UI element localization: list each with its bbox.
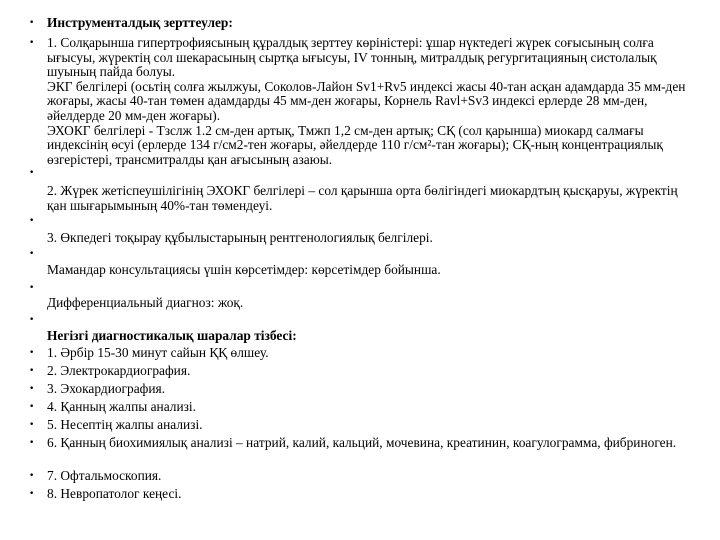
list-item-text: 5. Несептің жалпы анализі. bbox=[47, 417, 203, 432]
bullet-icon: • bbox=[29, 216, 35, 226]
paragraph-lvh-findings: 1. Солқарынша гипертрофиясының құралдық зерттеу көріністері: ұшар нүктедегі жүрек соғысының солға ығысуы, жүректің сол шекарасының сыртқа ығысуы, IV тонның, митралдық регургитацияның систолалық шуының пайда болуы. bbox=[47, 35, 657, 80]
list-item-text: 8. Невропатолог кеңесі. bbox=[47, 486, 182, 501]
list-item-text: 4. Қанның жалпы анализі. bbox=[47, 399, 196, 414]
section-heading-diagnostic-measures: Негізгі диагностикалық шаралар тізбесі: bbox=[47, 328, 297, 343]
paragraph-consultation: Мамандар консультациясы үшін көрсетімдер: көрсетімдер бойынша. bbox=[47, 262, 441, 277]
bullet-icon: • bbox=[29, 18, 35, 28]
bullet-icon: • bbox=[29, 168, 35, 178]
list-item-text: 1. Әрбір 15-30 минут сайын ҚҚ өлшеу. bbox=[47, 345, 269, 360]
bullet-icon: • bbox=[29, 384, 35, 394]
bullet-icon: • bbox=[29, 38, 35, 48]
list-item-text: 6. Қанның биохимиялық анализі – натрий, калий, кальций, мочевина, креатинин, коагулограмма, фибриноген. bbox=[47, 435, 677, 450]
bullet-icon: • bbox=[29, 283, 35, 293]
bullet-icon: • bbox=[29, 420, 35, 430]
bullet-icon: • bbox=[29, 402, 35, 412]
bullet-icon: • bbox=[29, 366, 35, 376]
list-item-text: 3. Эхокардиография. bbox=[47, 381, 166, 396]
list-item-text: 2. Электрокардиография. bbox=[47, 363, 191, 378]
section-heading-instrumental: Инструменталдық зерттеулер: bbox=[47, 15, 233, 30]
bullet-icon: • bbox=[29, 438, 35, 448]
paragraph-heart-failure-echo: 2. Жүрек жетіспеушілігінің ЭХОКГ белгілері – сол қарынша орта бөлігіндегі миокардтың қысқаруы, жүректің қан шығарымының 40%-тан төмендеуі. bbox=[47, 183, 678, 213]
paragraph-xray-signs: 3. Өкпедегі тоқырау құбылыстарының рентгенологиялық белгілері. bbox=[47, 230, 433, 245]
paragraph-echo-signs: ЭХОКГ белгілері - Тзслж 1.2 см-ден артық, Тмжп 1,2 см-ден артық; СҚ (сол қарынша) миокард салмағы индексінің өсуі (ерлерде 134 г/см2-тен жоғары, әйелдерде 110 г/см²-тан жоғары); СҚ-ның концентрациялық өзгерістері, трансмитралды қан ағысының азаюы. bbox=[47, 122, 663, 167]
paragraph-differential: Дифференциальный диагноз: жоқ. bbox=[47, 295, 244, 310]
bullet-icon: • bbox=[29, 315, 35, 325]
bullet-icon: • bbox=[29, 249, 35, 259]
bullet-icon: • bbox=[29, 471, 35, 481]
bullet-icon: • bbox=[29, 489, 35, 499]
paragraph-ecg-signs: ЭКГ белгілері (осьтің солға жылжуы, Соколов-Лайон Sv1+Rv5 индексі жасы 40-тан асқан адамдарда 35 мм-ден жоғары, жасы 40-тан төмен адамдарды 45 мм-ден жоғары, Корнель Ravl+Sv3 индексі ерлерде 28 мм-ден, әйелдерде 20 мм-ден жоғары). bbox=[47, 78, 686, 123]
bullet-icon: • bbox=[29, 348, 35, 358]
list-item-text: 7. Офтальмоскопия. bbox=[47, 468, 162, 483]
